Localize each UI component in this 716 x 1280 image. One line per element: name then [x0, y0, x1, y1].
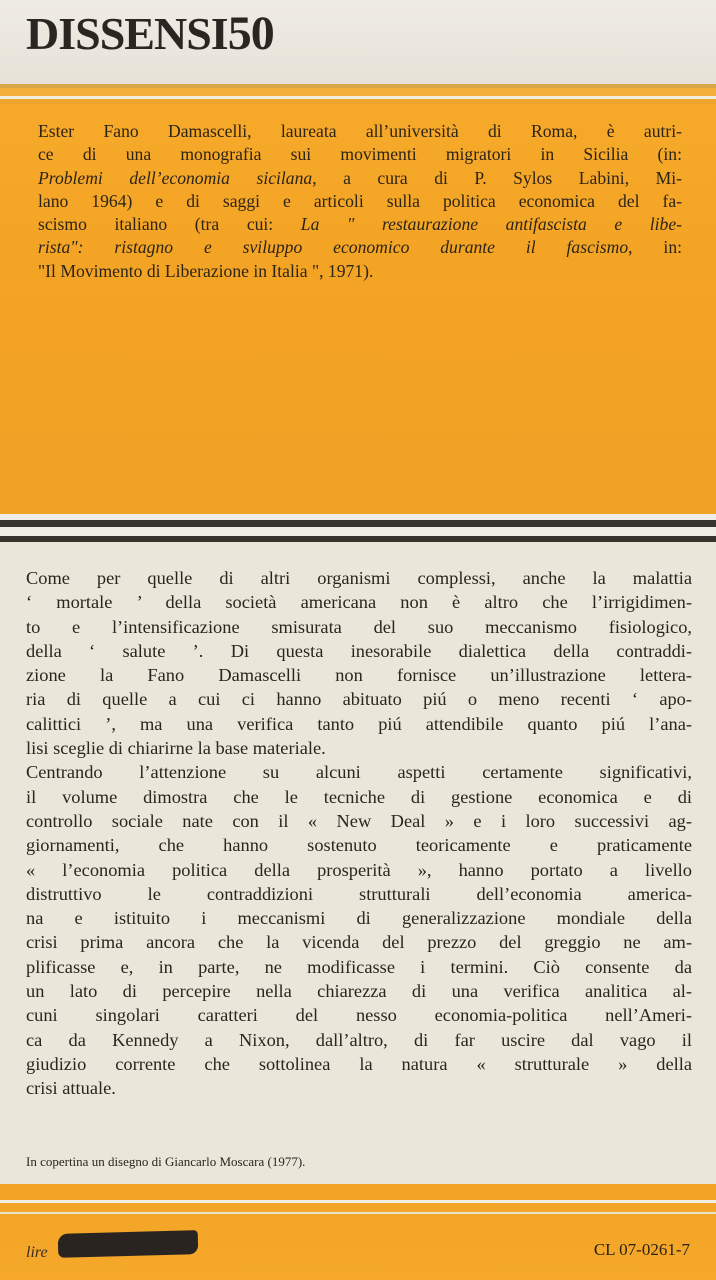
separator-light-2 [0, 527, 716, 536]
bio-text: lano 1964) e di saggi e articoli sulla politica economica del fa- [38, 190, 682, 211]
description-line: « l’economia politica della prosperità », hanno portato a livello [26, 859, 692, 880]
separator-dark-2 [0, 536, 716, 542]
description-line: un lato di percepire nella chiarezza di una verifica analitica al- [26, 981, 692, 1002]
bio-text: , in: [628, 237, 683, 258]
description-line: ‘ mortale ’ della società americana non è altro che l’irrigidimen- [26, 592, 692, 613]
bottom-rule [0, 1200, 716, 1203]
cover-credit: In copertina un disegno di Giancarlo Moscara (1977). [26, 1154, 306, 1169]
bio-text: , a cura di P. Sylos Labini, Mi- [312, 167, 682, 188]
bio-italic-text: Problemi dell’economia sicilana [38, 167, 313, 188]
bio-line [38, 213, 682, 236]
bio-line [38, 236, 682, 259]
description-line: to e l’intensificazione smisurata del suo meccanismo fisiologico, [26, 616, 692, 637]
description-line: crisi attuale. [26, 1078, 116, 1099]
bio-line [38, 167, 682, 190]
bottom-rule-2 [0, 1212, 716, 1214]
bio-line [38, 190, 682, 213]
description-line: zione la Fano Damascelli non fornisce un’illustrazione lettera- [26, 665, 692, 686]
description-line: giornamenti, che hanno sostenuto teoricamente e praticamente [26, 835, 692, 856]
price-redaction-mark [58, 1230, 199, 1258]
description-line: lisi sceglie di chiarirne la base materiale. [26, 738, 326, 759]
description-line: na e istituito i meccanismi di generalizzazione mondiale della [26, 908, 692, 929]
series-name: DISSENSI [26, 8, 228, 59]
description-line: della ‘ salute ’. Di questa inesorabile dialettica della contraddi- [26, 640, 692, 661]
bio-italic-text: rista": ristagno e sviluppo economico durante il fascismo [38, 237, 629, 258]
separator-dark-1 [0, 520, 716, 527]
bio-line [38, 143, 682, 166]
bio-text: ce di una monografia sui movimenti migratori in Sicilia (in: [38, 144, 682, 165]
description-line: ria di quelle a cui ci hanno abituato piú o meno recenti ‘ apo- [26, 689, 692, 710]
description-line: Come per quelle di altri organismi complessi, anche la malattia [26, 568, 692, 588]
price-label: lire [26, 1244, 48, 1261]
description-line: giudizio corrente che sottolinea la natura « strutturale » della [26, 1053, 692, 1074]
description-line: il volume dimostra che le tecniche di gestione economica e di [26, 786, 692, 807]
book-description [26, 566, 692, 1101]
description-line: plificasse e, in parte, ne modificasse i termini. Ciò consente da [26, 956, 692, 977]
description-line: ca da Kennedy a Nixon, dall’altro, di far uscire dal vago il [26, 1029, 692, 1050]
description-line: crisi prima ancora che la vicenda del prezzo del greggio ne am- [26, 932, 692, 953]
description-line: calittici ’, ma una verifica tanto piú attendibile quanto piú l’ana- [26, 713, 692, 734]
bio-italic-text: La " restaurazione antifascista e libe- [300, 214, 682, 235]
description-line: Centrando l’attenzione su alcuni aspetti certamente significativi, [26, 762, 692, 783]
bio-text: scismo italiano (tra cui: [38, 214, 301, 235]
top-rule-orange [0, 88, 716, 96]
bio-line [38, 120, 682, 143]
author-bio [38, 120, 682, 283]
description-line: controllo sociale nate con il « New Deal » e i loro successivi ag- [26, 810, 692, 831]
description-line: cuni singolari caratteri del nesso economia-politica nell’Ameri- [26, 1005, 692, 1026]
series-title [26, 7, 274, 60]
bio-line [38, 260, 682, 283]
description-line: distruttivo le contraddizioni strutturali dell’economia america- [26, 883, 692, 904]
series-header [0, 0, 716, 84]
catalog-number: CL 07-0261-7 [593, 1240, 690, 1259]
series-number: 50 [227, 7, 274, 60]
bio-text: Ester Fano Damascelli, laureata all’università di Roma, è autri- [38, 121, 682, 141]
bio-text: "Il Movimento di Liberazione in Italia ", 1971). [38, 260, 374, 281]
